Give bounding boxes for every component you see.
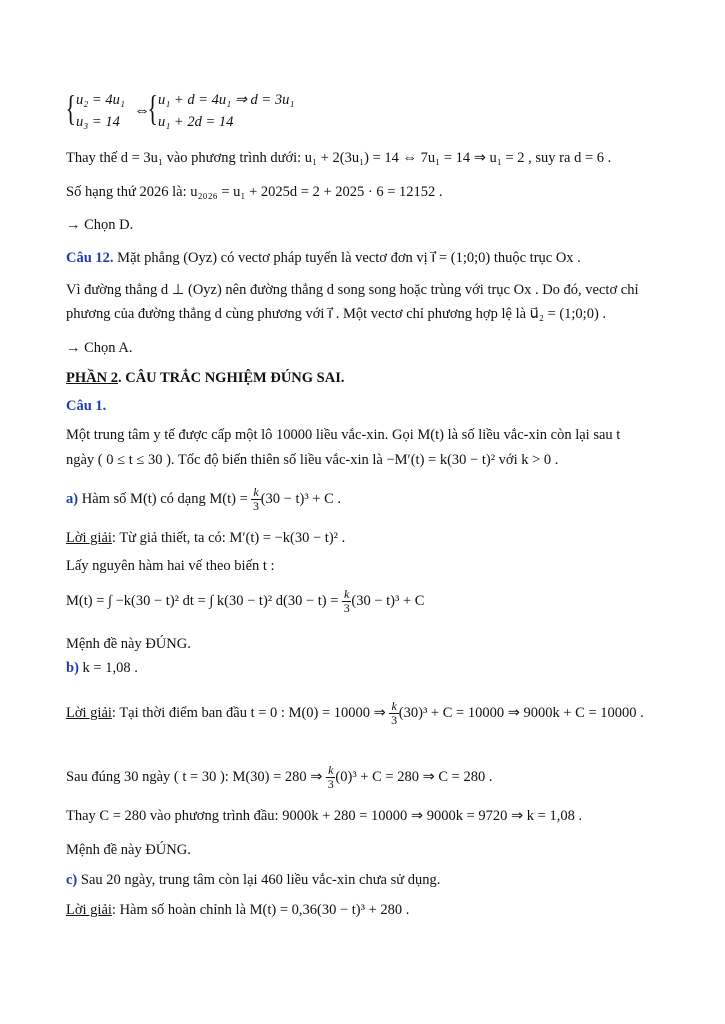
question-12: [66, 248, 581, 268]
solution-b: [66, 700, 644, 727]
statement-a-text: Hàm số M(t) có dạng M(t) =: [78, 490, 252, 507]
solution-label: Lời giải: [66, 704, 112, 721]
equation-system: [66, 90, 366, 140]
solution-c-text: : Hàm số hoàn chỉnh là M(t) = 0,36(30 − t)³ + 280 .: [111, 902, 410, 918]
integral-line: [66, 588, 424, 615]
answer-d: → Chọn D.: [66, 217, 134, 233]
verdict-b: Mệnh đề này ĐÚNG.: [66, 842, 191, 858]
system-left-bottom-text: u₃ = 14: [76, 114, 120, 130]
problem-text: ngày ( 0 ≤ t ≤ 30 ). Tốc độ biến thiên số liều vắc-xin là −M′(t) = k(30 − t)² với k > 0 .: [66, 452, 559, 468]
solution-a-text: : Từ giả thiết, ta có: M′(t) = −k(30 − t)² .: [111, 530, 346, 546]
answer-a: → Chọn A.: [66, 340, 133, 356]
solution-b-line-2-end: (0)³ + C = 280 ⇒ C = 280 .: [335, 768, 493, 785]
text-line: Thay C = 280 vào phương trình đầu: 9000k + 280 = 10000 ⇒ 9000k = 9720 ⇒ k = 1,08 .: [66, 808, 583, 824]
system-left-top-text: u₂ = 4u₁: [76, 92, 125, 108]
statement-c-text: Sau 20 ngày, trung tâm còn lại 460 liều vắc-xin chưa sử dụng.: [77, 872, 441, 888]
text-line: Số hạng thứ 2026 là: u₂₀₂₆ = u₁ + 2025d = 2 + 2025 · 6 = 12152 .: [66, 184, 443, 200]
verdict-a: Mệnh đề này ĐÚNG.: [66, 636, 191, 652]
fraction-k-over-3: [389, 700, 398, 727]
solution-c: [66, 900, 409, 920]
solution-b-text: : Tại thời điểm ban đầu t = 0 : M(0) = 10000 ⇒: [111, 704, 390, 721]
system-right-top-text: u₁ + d = 4u₁ ⇒ d = 3u₁: [158, 92, 295, 108]
question-12-label: Câu 12.: [66, 250, 114, 266]
text-line: Lấy nguyên hàm hai vế theo biến t :: [66, 558, 275, 574]
statement-a-label: a): [66, 490, 79, 507]
part-2-label: PHẦN 2: [66, 370, 118, 386]
solution-b-text-end: (30)³ + C = 10000 ⇒ 9000k + C = 10000 .: [398, 704, 644, 721]
fraction-numerator: k: [253, 485, 259, 499]
solution-label: Lời giải: [66, 530, 112, 546]
solution-a: [66, 528, 345, 548]
fraction-denominator: 3: [327, 777, 334, 791]
statement-b: [66, 658, 138, 678]
text-line: Vì đường thẳng d ⊥ (Oyz) nên đường thẳng d song song hoặc trùng với trục Ox . Do đó, vectơ chỉ: [66, 282, 639, 298]
statement-a-text-end: (30 − t)³ + C .: [260, 490, 342, 507]
fraction-k-over-3: [251, 486, 260, 513]
part-2-heading: [66, 368, 344, 388]
solution-label: Lời giải: [66, 902, 112, 918]
fraction-k-over-3: [342, 588, 351, 615]
right-brace: {: [147, 88, 158, 128]
fraction-denominator: 3: [343, 601, 350, 615]
integral-text-end: (30 − t)³ + C: [351, 592, 425, 609]
fraction-numerator: k: [328, 763, 334, 777]
question-1-label: Câu 1.: [66, 398, 107, 414]
statement-c: [66, 870, 440, 890]
statement-c-label: c): [66, 872, 78, 888]
text-line: Thay thế d = 3u₁ vào phương trình dưới: u₁ + 2(3u₁) = 14 ⇔ 7u₁ = 14 ⇒ u₁ = 2 , suy ra d = 6 .: [66, 150, 612, 166]
text-line: phương của đường thẳng d cùng phương với i⃗ . Một vectơ chỉ phương hợp lệ là u⃗₂ = (1;0;0) .: [66, 306, 607, 322]
solution-b-line-2-text: Sau đúng 30 ngày ( t = 30 ): M(30) = 280 ⇒: [66, 768, 327, 785]
question-12-text: Mặt phẳng (Oyz) có vectơ pháp tuyến là vectơ đơn vị i⃗ = (1;0;0) thuộc trục Ox .: [113, 250, 581, 266]
problem-text: Một trung tâm y tế được cấp một lô 10000 liều vắc-xin. Gọi M(t) là số liều vắc-xin còn lại sau t: [66, 427, 621, 443]
statement-a: [66, 486, 341, 513]
fraction-numerator: k: [344, 587, 350, 601]
integral-text: M(t) = ∫ −k(30 − t)² dt = ∫ k(30 − t)² d(30 − t) =: [66, 592, 343, 609]
fraction-numerator: k: [391, 699, 397, 713]
solution-b-line-2: [66, 764, 492, 791]
fraction-denominator: 3: [253, 499, 260, 513]
part-2-title: . CÂU TRẮC NGHIỆM ĐÚNG SAI.: [117, 370, 345, 386]
system-right-bottom-text: u₁ + 2d = 14: [158, 114, 234, 130]
statement-b-text: k = 1,08 .: [78, 660, 138, 676]
statement-b-label: b): [66, 660, 79, 676]
fraction-denominator: 3: [391, 713, 398, 727]
system-equivalence: ⇔: [134, 102, 150, 119]
left-brace: {: [65, 88, 76, 128]
